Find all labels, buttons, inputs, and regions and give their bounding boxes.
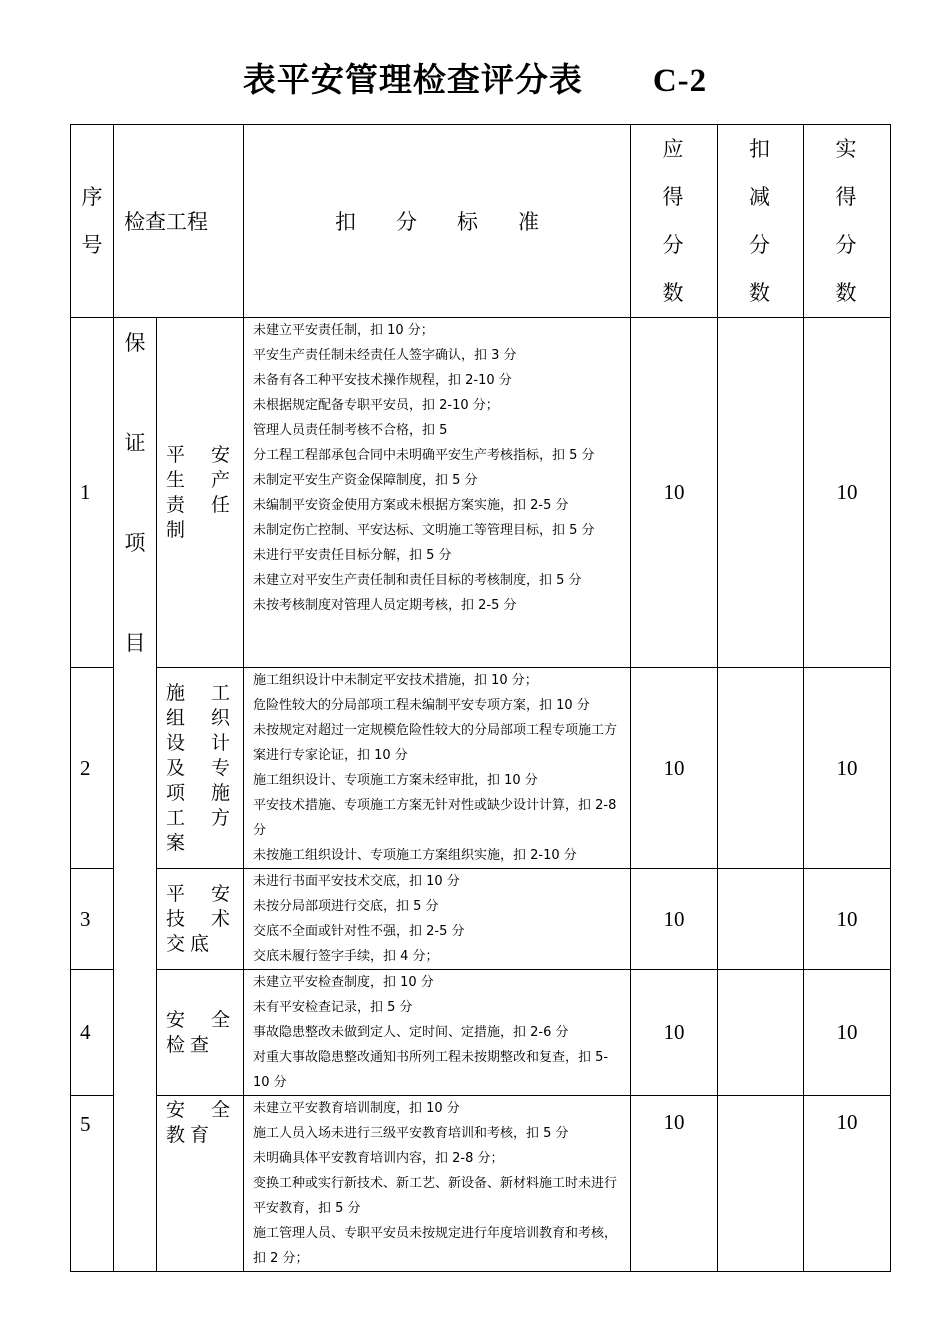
criteria-line: 未建立平安检查制度，扣 10 分 — [253, 975, 434, 990]
header-due: 应得 分数 — [631, 125, 718, 318]
table-header-row — [71, 125, 891, 318]
header-actual: 实得 分数 — [804, 125, 891, 318]
header-deduct: 扣减 分数 — [718, 125, 804, 318]
criteria-line: 交底不全面或针对性不强，扣 2-5 分 — [253, 924, 465, 939]
row-due-score: 10 — [631, 869, 718, 970]
criteria-line: 未明确具体平安教育培训内容，扣 2-8 分； — [253, 1151, 504, 1166]
row-deduct-score — [718, 869, 804, 970]
table-row — [71, 970, 891, 1096]
criteria-line: 未制定伤亡控制、平安达标、文明施工等管理目标，扣 5 分 — [253, 523, 595, 538]
criteria-line: 未进行平安责任目标分解，扣 5 分 — [253, 548, 452, 563]
header-item: 检查工程 — [114, 125, 244, 318]
criteria-line: 危险性较大的分局部项工程未编制平安专项方案，扣 10 分 — [253, 698, 590, 713]
category-cell — [114, 318, 157, 1272]
row-criteria — [244, 318, 631, 668]
criteria-line: 未根据规定配备专职平安员，扣 2-10 分； — [253, 398, 499, 413]
criteria-line: 分工程工程部承包合同中未明确平安生产考核指标，扣 5 分 — [253, 448, 595, 463]
row-item: 安全教育 — [157, 1096, 244, 1272]
row-seq: 3 — [71, 869, 114, 970]
row-seq: 4 — [71, 970, 114, 1096]
row-actual-score: 10 — [804, 970, 891, 1096]
row-criteria — [244, 970, 631, 1096]
row-due-score: 10 — [631, 1096, 718, 1272]
row-actual-score: 10 — [804, 318, 891, 668]
criteria-line: 未按分局部项进行交底，扣 5 分 — [253, 899, 439, 914]
row-deduct-score — [718, 1096, 804, 1272]
criteria-line: 未按考核制度对管理人员定期考核，扣 2-5 分 — [253, 598, 517, 613]
header-seq: 序 号 — [71, 125, 114, 318]
criteria-line: 施工组织设计、专项施工方案未经审批，扣 10 分 — [253, 773, 538, 788]
row-deduct-score — [718, 318, 804, 668]
row-seq: 1 — [71, 318, 114, 668]
criteria-line: 变换工种或实行新技术、新工艺、新设备、新材料施工时未进行平安教育，扣 5 分 — [253, 1176, 618, 1216]
criteria-line: 未按规定对超过一定规模危险性较大的分局部项工程专项施工方案进行专家论证，扣 10 分 — [253, 723, 618, 763]
page-title — [0, 54, 950, 101]
criteria-line: 事故隐患整改未做到定人、定时间、定措施，扣 2-6 分 — [253, 1025, 569, 1040]
row-actual-score: 10 — [804, 1096, 891, 1272]
row-item: 安全检查 — [157, 970, 244, 1096]
criteria-line: 平安生产责任制未经责任人签字确认，扣 3 分 — [253, 348, 517, 363]
title-code: C-2 — [652, 63, 708, 99]
criteria-line: 平安技术措施、专项施工方案无针对性或缺少设计计算，扣 2-8 分 — [253, 798, 617, 838]
criteria-line: 未按施工组织设计、专项施工方案组织实施，扣 2-10 分 — [253, 848, 577, 863]
row-seq: 2 — [71, 668, 114, 869]
criteria-line: 对重大事故隐患整改通知书所列工程未按期整改和复查，扣 5-10 分 — [253, 1050, 609, 1090]
row-due-score: 10 — [631, 318, 718, 668]
row-deduct-score — [718, 970, 804, 1096]
criteria-line: 施工管理人员、专职平安员未按规定进行年度培训教育和考核，扣 2 分； — [253, 1226, 618, 1266]
row-due-score: 10 — [631, 668, 718, 869]
criteria-line: 交底未履行签字手续，扣 4 分； — [253, 949, 439, 964]
row-criteria — [244, 668, 631, 869]
criteria-line: 未编制平安资金使用方案或未根据方案实施，扣 2-5 分 — [253, 498, 569, 513]
table-row — [71, 318, 891, 668]
table-row — [71, 869, 891, 970]
row-item: 施工组织设计及专项施工方案 — [157, 668, 244, 869]
row-item: 平安生产责任制 — [157, 318, 244, 668]
row-due-score: 10 — [631, 970, 718, 1096]
table-row — [71, 1096, 891, 1272]
header-criteria: 扣分标准 — [244, 125, 631, 318]
criteria-line: 未制定平安生产资金保障制度，扣 5 分 — [253, 473, 478, 488]
row-actual-score: 10 — [804, 869, 891, 970]
row-actual-score: 10 — [804, 668, 891, 869]
table-body — [71, 318, 891, 1272]
title-main: 表平安管理检查评分表 — [242, 60, 583, 99]
row-criteria — [244, 1096, 631, 1272]
category-char: 保 — [124, 331, 146, 355]
row-deduct-score — [718, 668, 804, 869]
row-item: 平安技术交底 — [157, 869, 244, 970]
criteria-line: 施工人员入场未进行三级平安教育培训和考核，扣 5 分 — [253, 1126, 569, 1141]
table-row — [71, 668, 891, 869]
row-criteria — [244, 869, 631, 970]
criteria-line: 管理人员责任制考核不合格，扣 5 — [253, 423, 448, 438]
criteria-line: 未有平安检查记录，扣 5 分 — [253, 1000, 413, 1015]
criteria-line: 未建立对平安生产责任制和责任目标的考核制度，扣 5 分 — [253, 573, 582, 588]
category-char: 项 — [124, 531, 146, 555]
criteria-line: 未建立平安教育培训制度，扣 10 分 — [253, 1101, 460, 1116]
criteria-line: 未建立平安责任制，扣 10 分； — [253, 323, 434, 338]
category-char: 证 — [124, 431, 146, 455]
row-seq: 5 — [71, 1096, 114, 1272]
criteria-line: 施工组织设计中未制定平安技术措施，扣 10 分； — [253, 673, 538, 688]
criteria-line: 未进行书面平安技术交底，扣 10 分 — [253, 874, 460, 889]
criteria-line: 未备有各工种平安技术操作规程，扣 2-10 分 — [253, 373, 512, 388]
score-table — [70, 124, 891, 1272]
category-char: 目 — [124, 631, 146, 655]
